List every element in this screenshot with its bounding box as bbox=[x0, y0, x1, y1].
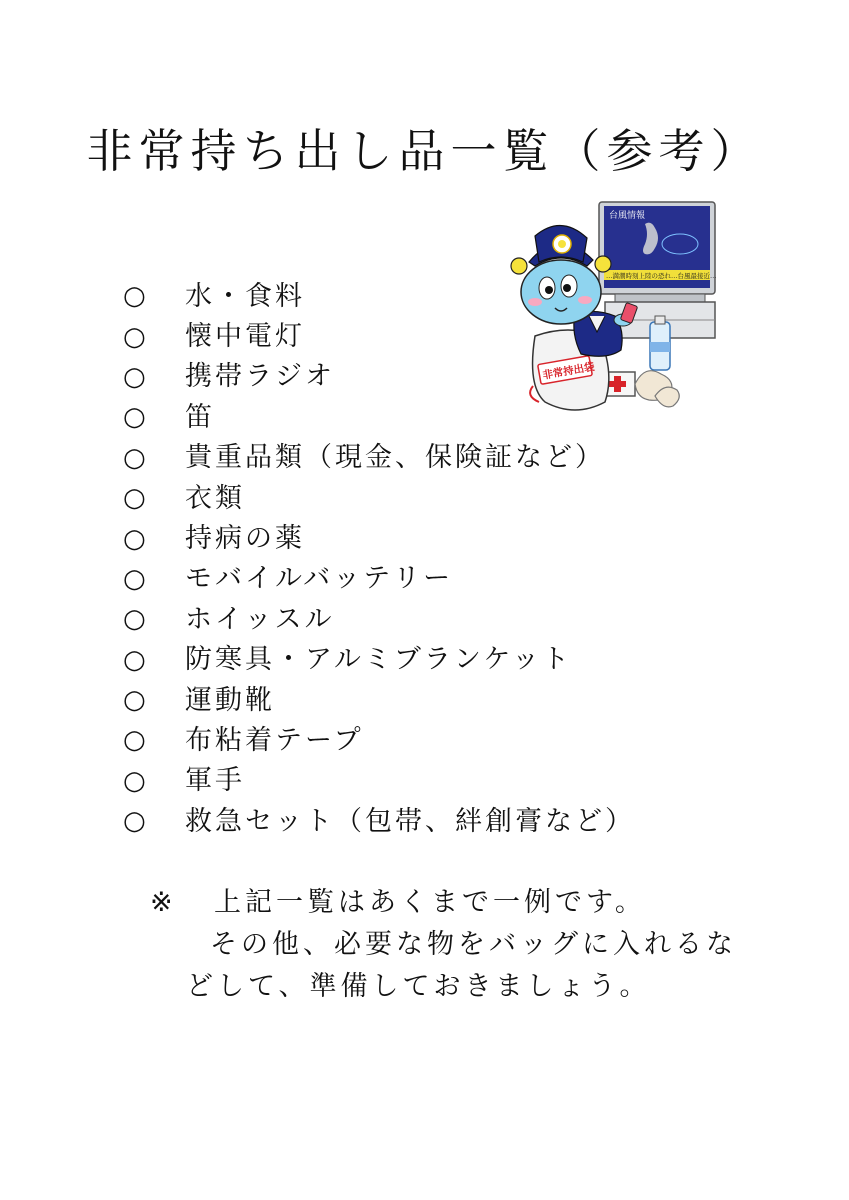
item-label: 懐中電灯 bbox=[185, 321, 305, 353]
list-item bbox=[123, 438, 635, 478]
bullet-circle: ○ bbox=[123, 321, 146, 352]
bullet-circle: ○ bbox=[123, 806, 146, 837]
item-label: モバイルバッテリー bbox=[185, 563, 454, 595]
water-bottle-icon bbox=[650, 316, 670, 370]
tv-caption: 台風情報 bbox=[609, 211, 646, 221]
bullet-circle: ○ bbox=[123, 523, 146, 554]
page-title: 非常持ち出し品一覧（参考） bbox=[86, 124, 763, 178]
bullet-circle: ○ bbox=[123, 644, 146, 675]
tv-ticker: …満潮時刻上陸の恐れ…台風最接近… bbox=[606, 272, 717, 280]
list-item bbox=[123, 680, 635, 720]
list-item bbox=[123, 801, 635, 841]
bullet-circle: ○ bbox=[123, 765, 146, 796]
bullet-circle: ○ bbox=[123, 281, 146, 312]
item-label: 携帯ラジオ bbox=[185, 361, 335, 393]
bullet-circle: ○ bbox=[123, 725, 146, 756]
list-item bbox=[123, 640, 635, 680]
item-label: 水・食料 bbox=[185, 280, 305, 312]
mascot-illustration bbox=[505, 196, 725, 418]
bullet-circle: ○ bbox=[123, 604, 146, 635]
item-label: 救急セット（包帯、絆創膏など） bbox=[185, 805, 635, 837]
item-label: 貴重品類（現金、保険証など） bbox=[185, 442, 605, 474]
item-label: 運動靴 bbox=[185, 684, 275, 716]
bullet-circle: ○ bbox=[123, 563, 146, 594]
bullet-circle: ○ bbox=[123, 685, 146, 716]
gloves-icon bbox=[635, 371, 679, 407]
list-item bbox=[123, 761, 635, 801]
list-item bbox=[123, 518, 635, 558]
note-line-1 bbox=[150, 882, 737, 924]
footnote bbox=[150, 882, 737, 1008]
item-label: 布粘着テープ bbox=[185, 724, 364, 756]
note-text-3: どして、準備しておきましょう。 bbox=[186, 971, 651, 1002]
list-item bbox=[123, 478, 635, 518]
item-label: 笛 bbox=[185, 401, 215, 433]
item-label: 軍手 bbox=[185, 765, 245, 797]
note-text-1: 上記一覧はあくまで一例です。 bbox=[214, 887, 646, 918]
bag-label: 非常持出袋 bbox=[541, 360, 596, 382]
item-label: 防寒具・アルミブランケット bbox=[185, 644, 573, 676]
note-text-2: その他、必要な物をバッグに入れるな bbox=[210, 929, 737, 960]
item-label: 衣類 bbox=[185, 482, 245, 514]
bullet-circle: ○ bbox=[123, 442, 146, 473]
bullet-circle: ○ bbox=[123, 483, 146, 514]
list-item bbox=[123, 559, 635, 599]
item-label: 持病の薬 bbox=[185, 523, 305, 555]
item-label: ホイッスル bbox=[185, 603, 335, 635]
note-mark: ※ bbox=[150, 887, 177, 918]
bullet-circle: ○ bbox=[123, 402, 146, 433]
list-item bbox=[123, 599, 635, 639]
bullet-circle: ○ bbox=[123, 361, 146, 392]
list-item bbox=[123, 720, 635, 760]
